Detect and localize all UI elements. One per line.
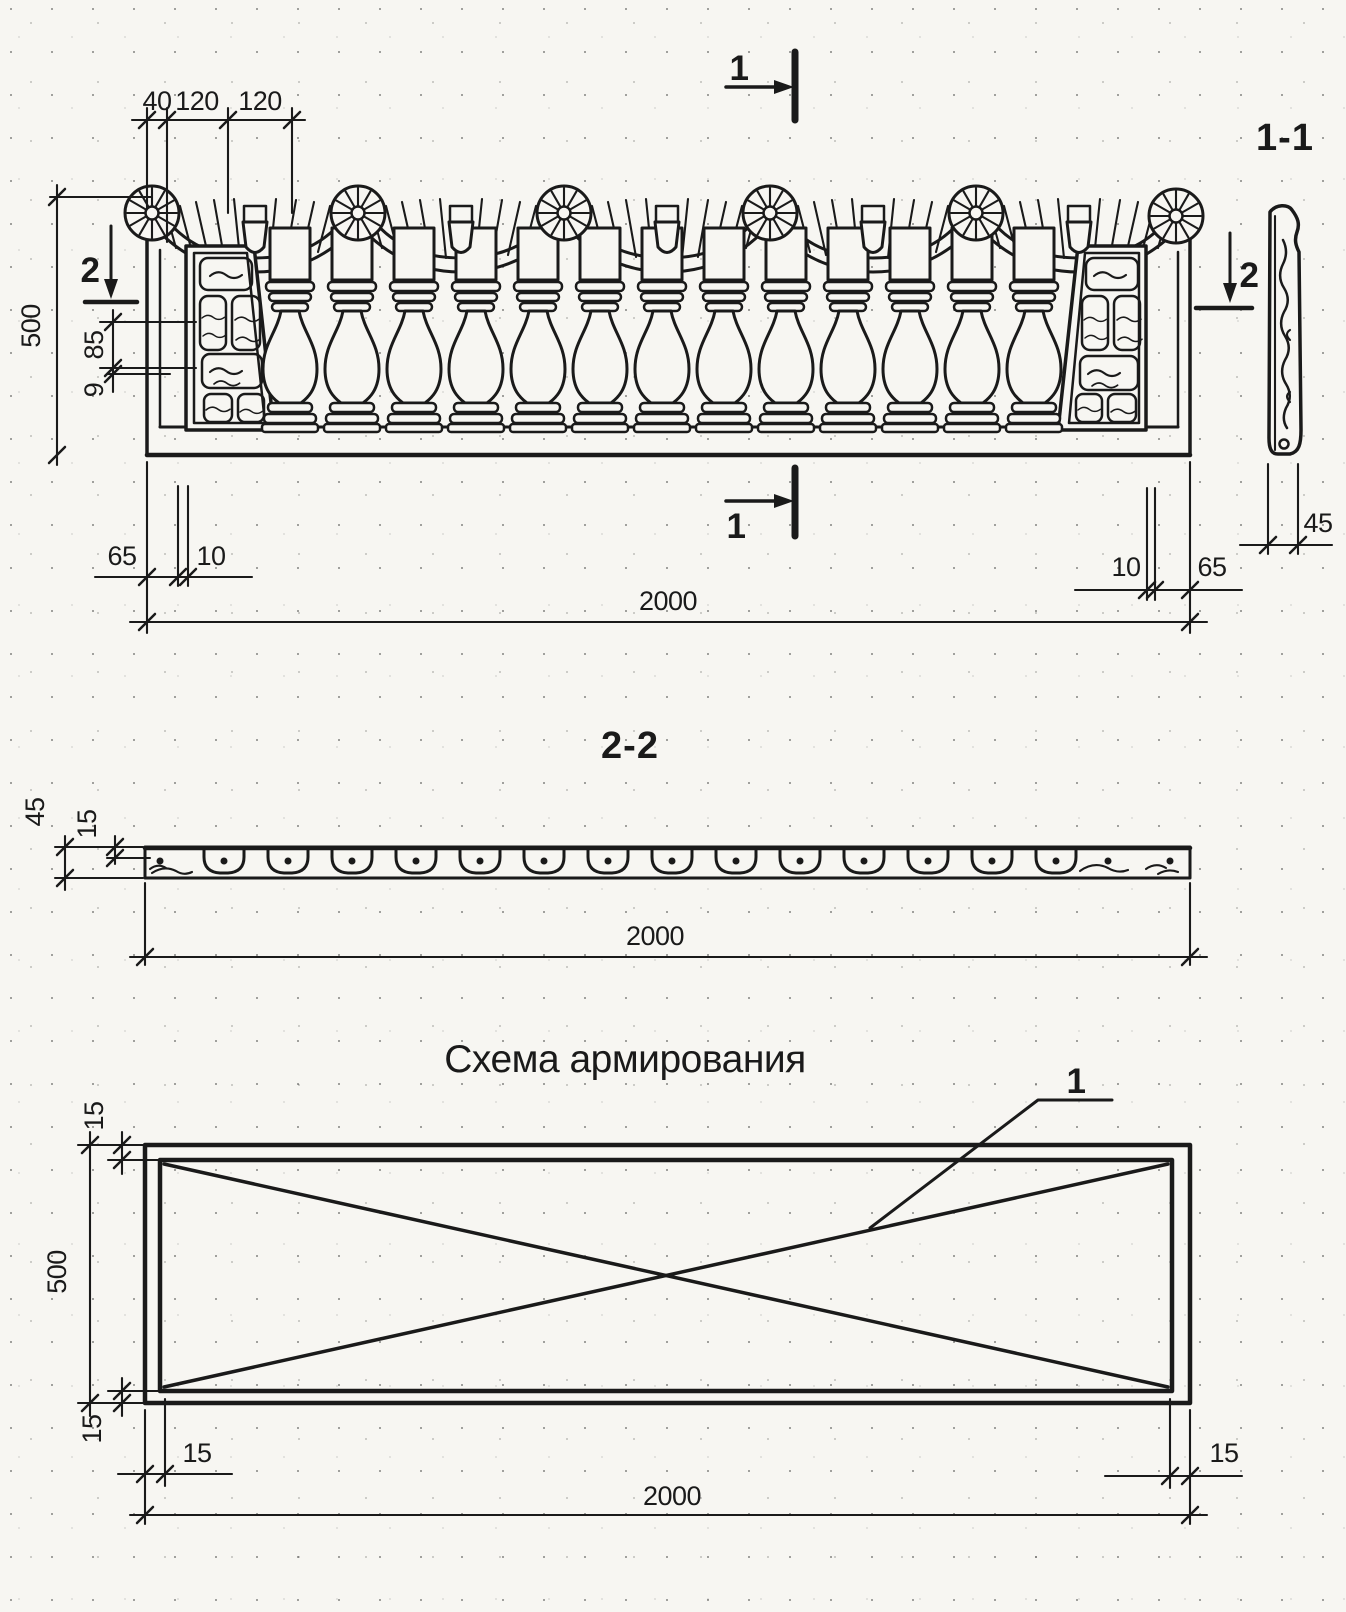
dim-2000-strip: 2000 <box>625 921 685 951</box>
dim-500-scheme: 500 <box>42 1250 72 1294</box>
rosette-icon <box>331 186 385 240</box>
dim-65-right: 65 <box>1197 552 1227 582</box>
rosette-icon <box>125 186 179 240</box>
pendant-icon <box>861 206 885 253</box>
rosette-icon <box>949 186 1003 240</box>
dim-15-top: 15 <box>79 1101 109 1131</box>
section-title-1-1: 1-1 <box>1256 117 1314 159</box>
dim-120a: 120 <box>175 86 219 116</box>
dim-15-bottom: 15 <box>77 1414 107 1444</box>
dim-120b: 120 <box>238 86 282 116</box>
dim-45-strip: 45 <box>20 797 50 827</box>
pendant-icon <box>449 206 473 253</box>
pendant-icon <box>1067 206 1091 253</box>
side-profile <box>1269 206 1301 454</box>
baluster <box>510 228 566 432</box>
callout-1-label: 1 <box>1066 1062 1086 1101</box>
dim-2000-elevation: 2000 <box>638 586 698 616</box>
rosette-icon <box>1149 189 1203 243</box>
baluster <box>634 228 690 432</box>
rosette-icon <box>743 186 797 240</box>
baluster <box>386 228 442 432</box>
baluster <box>820 228 876 432</box>
section-mark-1-label: 1 <box>726 507 746 546</box>
scheme-dim-labels <box>42 1101 1239 1511</box>
dim-9: 9 <box>79 382 109 398</box>
section-mark-1-bottom <box>726 468 795 546</box>
dim-40: 40 <box>142 86 172 116</box>
right-stone-block <box>1058 246 1146 430</box>
dim-15-strip: 15 <box>72 809 102 839</box>
section-view-2-2 <box>20 725 1207 965</box>
elevation-view <box>16 49 1259 633</box>
dim-2000-scheme: 2000 <box>642 1481 702 1511</box>
baluster <box>324 228 380 432</box>
dim-65-left: 65 <box>107 541 137 571</box>
reinforcement-scheme <box>42 1038 1242 1524</box>
left-stone-block <box>186 246 274 430</box>
baluster <box>882 228 938 432</box>
section-mark-2-right <box>1196 233 1259 308</box>
dim-10-left: 10 <box>196 541 226 571</box>
dim-45-side: 45 <box>1303 508 1333 538</box>
section-mark-1-top <box>726 49 795 120</box>
section-mark-2-label: 2 <box>1239 256 1259 295</box>
baluster <box>1006 228 1062 432</box>
section-title-2-2: 2-2 <box>601 725 659 767</box>
scheme-dim-lines <box>78 1132 1242 1524</box>
section-mark-2-label: 2 <box>80 251 100 290</box>
dim-500: 500 <box>16 304 46 348</box>
rosette-icon <box>537 186 591 240</box>
pendant-icon <box>655 206 679 253</box>
side-section-1-1 <box>1240 117 1333 554</box>
scheme-title: Схема армирования <box>444 1038 806 1081</box>
baluster <box>696 228 752 432</box>
dim-15-right: 15 <box>1209 1438 1239 1468</box>
dim-85: 85 <box>79 330 109 360</box>
plan-strip <box>145 847 1190 878</box>
section-mark-2-left <box>81 226 137 302</box>
baluster <box>944 228 1000 432</box>
baluster <box>758 228 814 432</box>
balusters <box>262 228 1062 432</box>
dim-10-right: 10 <box>1111 552 1141 582</box>
baluster <box>448 228 504 432</box>
dim-15-left: 15 <box>182 1438 212 1468</box>
section-mark-1-label: 1 <box>729 49 749 88</box>
pendant-icon <box>243 206 267 253</box>
baluster <box>572 228 628 432</box>
rebar-frame <box>145 1145 1190 1403</box>
